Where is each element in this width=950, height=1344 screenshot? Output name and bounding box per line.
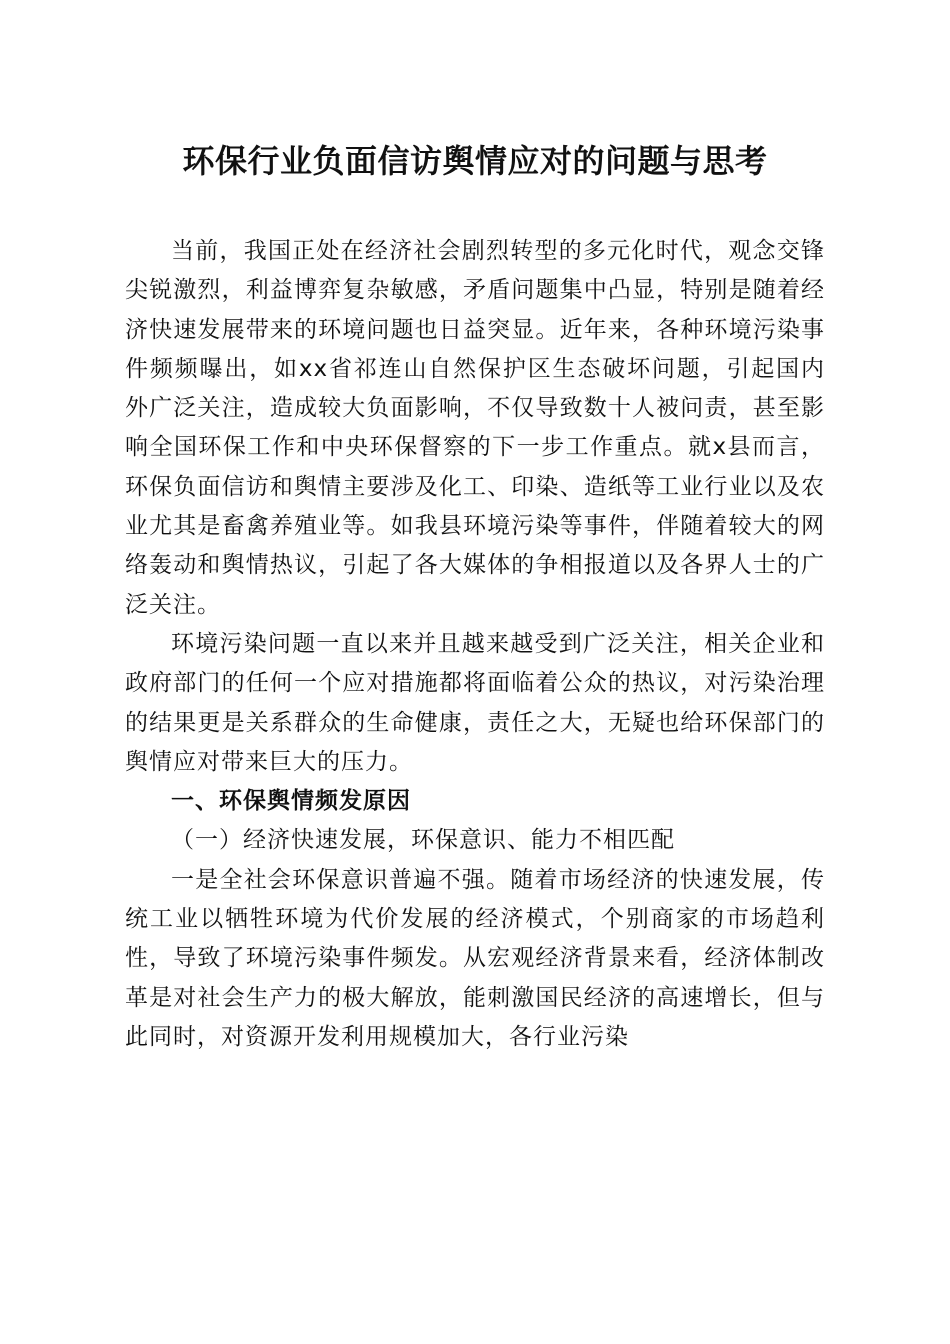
paragraph-pressure: 环境污染问题一直以来并且越来越受到广泛关注，相关企业和政府部门的任何一个应对措施都将面临着公众的热议，对污染治理的结果更是关系群众的生命健康，责任之大，无疑也给环保部门的舆情应对带来巨大的压力。	[125, 630, 825, 775]
section-heading: 一、环保舆情频发原因	[171, 788, 411, 815]
document-title: 环保行业负面信访舆情应对的问题与思考	[182, 142, 768, 180]
paragraph-awareness: 一是全社会环保意识普遍不强。随着市场经济的快速发展，传统工业以牺牲环境为代价发展的经济模式，个别商家的市场趋利性，导致了环境污染事件频发。从宏观经济背景来看，经济体制改革是对社会生产力的极大解放，能刺激国民经济的高速增长，但与此同时，对资源开发利用规模加大，各行业污染	[125, 866, 825, 1050]
paragraph-intro: 当前，我国正处在经济社会剧烈转型的多元化时代，观念交锋尖锐激烈，利益博弈复杂敏感，矛盾问题集中凸显，特别是随着经济快速发展带来的环境问题也日益突显。近年来，各种环境污染事件频频曝出，如xx省祁连山自然保护区生态破坏问题，引起国内外广泛关注，造成较大负面影响，不仅导致数十人被问责，甚至影响全国环保工作和中央环保督察的下一步工作重点。就x县而言，环保负面信访和舆情主要涉及化工、印染、造纸等工业行业以及农业尤其是畜禽养殖业等。如我县环境污染等事件，伴随着较大的网络轰动和舆情热议，引起了各大媒体的争相报道以及各界人士的广泛关注。	[125, 238, 825, 618]
document-body	[125, 232, 825, 1057]
subsection-heading: （一）经济快速发展，环保意识、能力不相匹配	[171, 827, 675, 854]
